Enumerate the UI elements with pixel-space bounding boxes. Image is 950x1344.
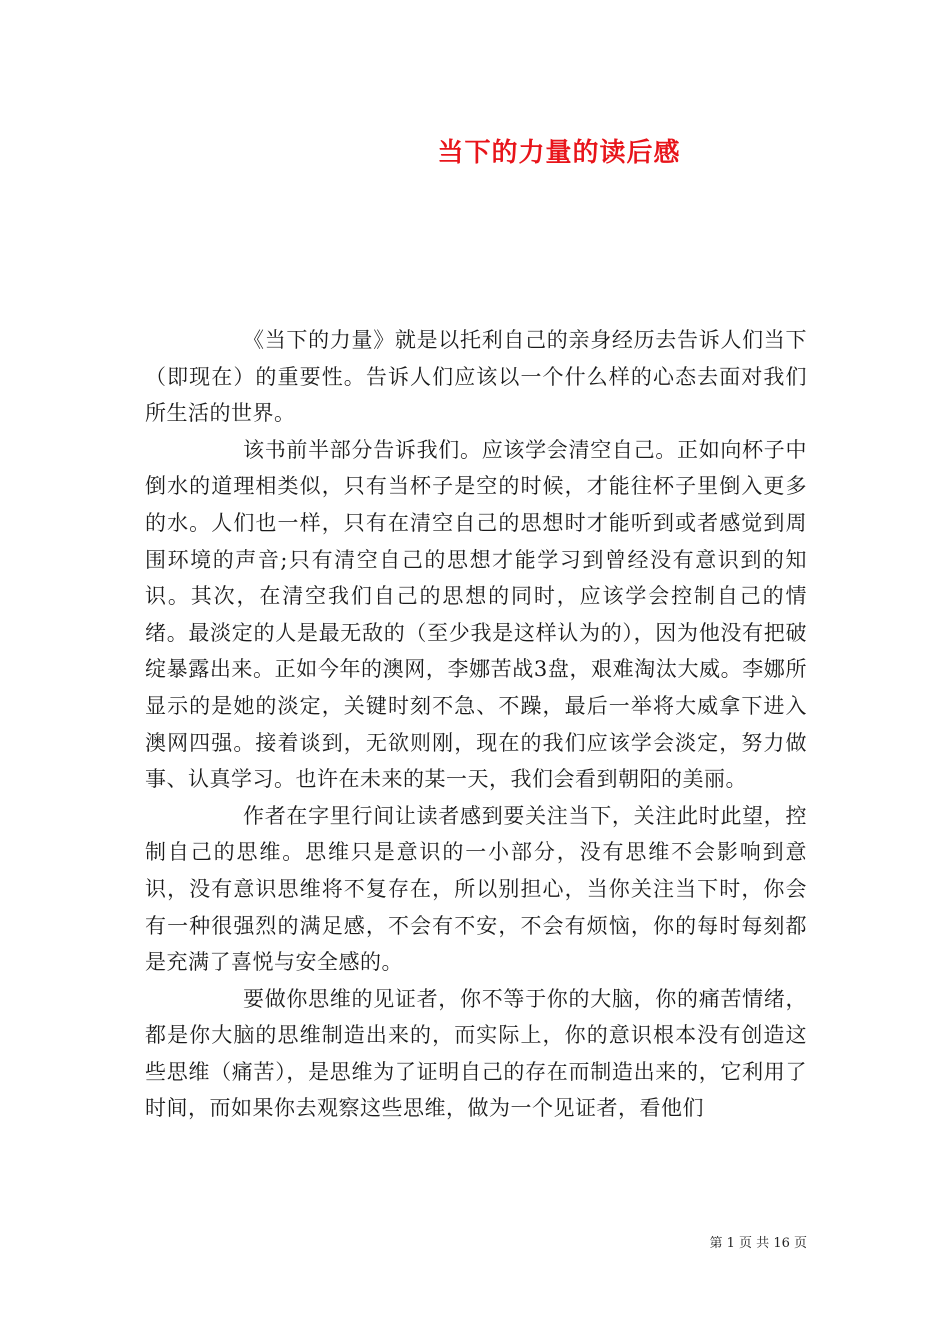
- paragraph-3: 作者在字里行间让读者感到要关注当下，关注此时此望，控制自己的思维。思维只是意识的一小部分，没有思维不会影响到意识，没有意识思维将不复存在，所以别担心，当你关注当下时，你会有一种很强烈的满足感，不会有不安，不会有烦恼，你的每时每刻都是充满了喜悦与安全感的。: [145, 803, 807, 975]
- document-title: 当下的力量的读后感: [437, 138, 681, 168]
- document-body: [145, 322, 807, 1127]
- paragraph-4: 要做你思维的见证者，你不等于你的大脑，你的痛苦情绪，都是你大脑的思维制造出来的，而实际上，你的意识根本没有创造这些思维（痛苦），是思维为了证明自己的存在而制造出来的，它利用了时间，而如果你去观察这些思维，做为一个见证者，看他们: [145, 986, 807, 1121]
- paragraph-2: 该书前半部分告诉我们。应该学会清空自己。正如向杯子中倒水的道理相类似，只有当杯子是空的时候，才能往杯子里倒入更多的水。人们也一样，只有在清空自己的思想时才能听到或者感觉到周围环境的声音;只有清空自己的思想才能学习到曾经没有意识到的知识。其次，在清空我们自己的思想的同时，应该学会控制自己的情绪。最淡定的人是最无敌的（至少我是这样认为的），因为他没有把破绽暴露出来。正如今年的澳网，李娜苦战3盘，艰难淘汰大威。李娜所显示的是她的淡定，关键时刻不急、不躁，最后一举将大威拿下进入澳网四强。接着谈到，无欲则刚，现在的我们应该学会淡定，努力做事、认真学习。也许在未来的某一天，我们会看到朝阳的美丽。: [145, 437, 807, 792]
- page-number: 第 1 页 共 16 页: [709, 1236, 807, 1251]
- paragraph-1: 《当下的力量》就是以托利自己的亲身经历去告诉人们当下（即现在）的重要性。告诉人们应该以一个什么样的心态去面对我们所生活的世界。: [145, 328, 807, 426]
